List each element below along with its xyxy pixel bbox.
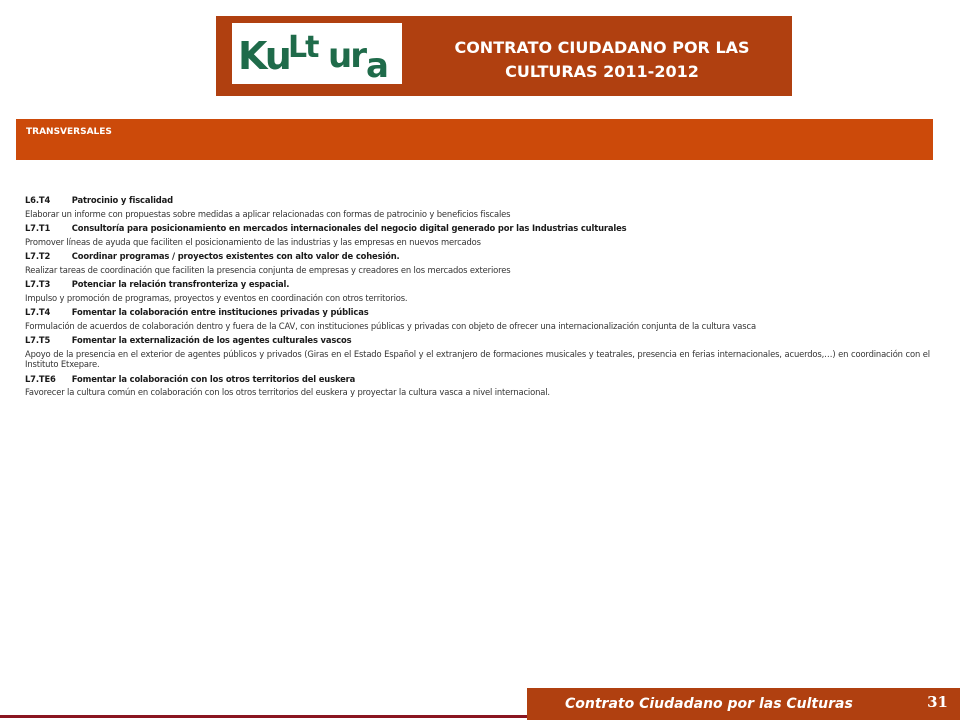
section-label: TRANSVERSALES bbox=[26, 127, 112, 137]
entry-title: Consultoría para posicionamiento en mercados internacionales del negocio digital generado por las Industrias culturales bbox=[71, 223, 627, 233]
svg-text:Ku: Ku bbox=[238, 34, 290, 78]
entries-list bbox=[25, 194, 930, 401]
entry-title: Fomentar la colaboración con los otros territorios del euskera bbox=[71, 373, 356, 384]
entry-description: Favorecer la cultura común en colaboración con los otros territorios del euskera y proyectar la cultura vasca a nivel internacional. bbox=[25, 387, 550, 397]
page-number: 31 bbox=[927, 693, 948, 711]
entry-description: Elaborar un informe con propuestas sobre medidas a aplicar relacionadas con formas de patrocinio y beneficios fiscales bbox=[25, 208, 511, 219]
entry-title: Patrocinio y fiscalidad bbox=[71, 195, 173, 205]
document-title bbox=[414, 36, 790, 84]
svg-text:ur: ur bbox=[328, 36, 365, 76]
list-item bbox=[25, 306, 930, 334]
list-item bbox=[25, 250, 930, 278]
footer-title: Contrato Ciudadano por las Culturas bbox=[565, 696, 853, 712]
list-item bbox=[25, 222, 930, 250]
entry-description: Impulso y promoción de programas, proyectos y eventos en coordinación con otros territorios. bbox=[25, 292, 408, 303]
entry-code: L7.T3 bbox=[25, 279, 51, 289]
list-item bbox=[25, 334, 930, 373]
entry-code: L7.TE6 bbox=[25, 373, 56, 384]
entry-code: L7.T1 bbox=[25, 223, 51, 233]
footer-banner bbox=[527, 688, 960, 720]
entry-title: Potenciar la relación transfronteriza y espacial. bbox=[71, 279, 290, 289]
list-item bbox=[25, 278, 930, 306]
entry-title: Fomentar la externalización de los agentes culturales vascos bbox=[71, 335, 352, 345]
entry-code: L7.T4 bbox=[25, 307, 51, 317]
list-item bbox=[25, 194, 930, 222]
document-title-line-2: CULTURAS 2011-2012 bbox=[505, 62, 699, 81]
entry-heading bbox=[25, 250, 930, 264]
entry-code: L7.T5 bbox=[25, 335, 51, 345]
entry-title: Coordinar programas / proyectos existentes con alto valor de cohesión. bbox=[71, 251, 400, 261]
svg-text:a: a bbox=[366, 46, 389, 84]
document-title-line-1: CONTRATO CIUDADANO POR LAS bbox=[454, 38, 750, 57]
entry-heading bbox=[25, 278, 930, 292]
entry-description: Formulación de acuerdos de colaboración dentro y fuera de la CAV, con instituciones públicas y privadas con objeto de ofrecer una internacionalización conjunta de la cultura vasca bbox=[25, 320, 756, 331]
entry-heading bbox=[25, 334, 930, 348]
entry-heading bbox=[25, 373, 930, 387]
entry-description: Realizar tareas de coordinación que faciliten la presencia conjunta de empresas y creadores en los mercados exteriores bbox=[25, 264, 511, 275]
entry-code: L7.T2 bbox=[25, 251, 51, 261]
entry-description: Promover líneas de ayuda que faciliten el posicionamiento de las industrias y las empresas en nuevos mercados bbox=[25, 236, 481, 247]
list-item bbox=[25, 373, 930, 401]
entry-heading bbox=[25, 222, 930, 236]
entry-description: Apoyo de la presencia en el exterior de agentes públicos y privados (Giras en el Estado Español y el extranjero de formaciones musicales y teatrales, presencia en ferias internacionales, acuerdos,…) en coordinación con el Instituto Etxepare. bbox=[25, 348, 930, 369]
entry-heading bbox=[25, 306, 930, 320]
kultura-logo-graphic bbox=[232, 23, 402, 84]
entry-heading bbox=[25, 194, 930, 208]
entry-title: Fomentar la colaboración entre instituciones privadas y públicas bbox=[71, 307, 369, 317]
kultura-logo bbox=[232, 23, 402, 84]
entry-code: L6.T4 bbox=[25, 195, 51, 205]
section-band bbox=[16, 119, 933, 160]
svg-text:Lt: Lt bbox=[288, 30, 318, 65]
